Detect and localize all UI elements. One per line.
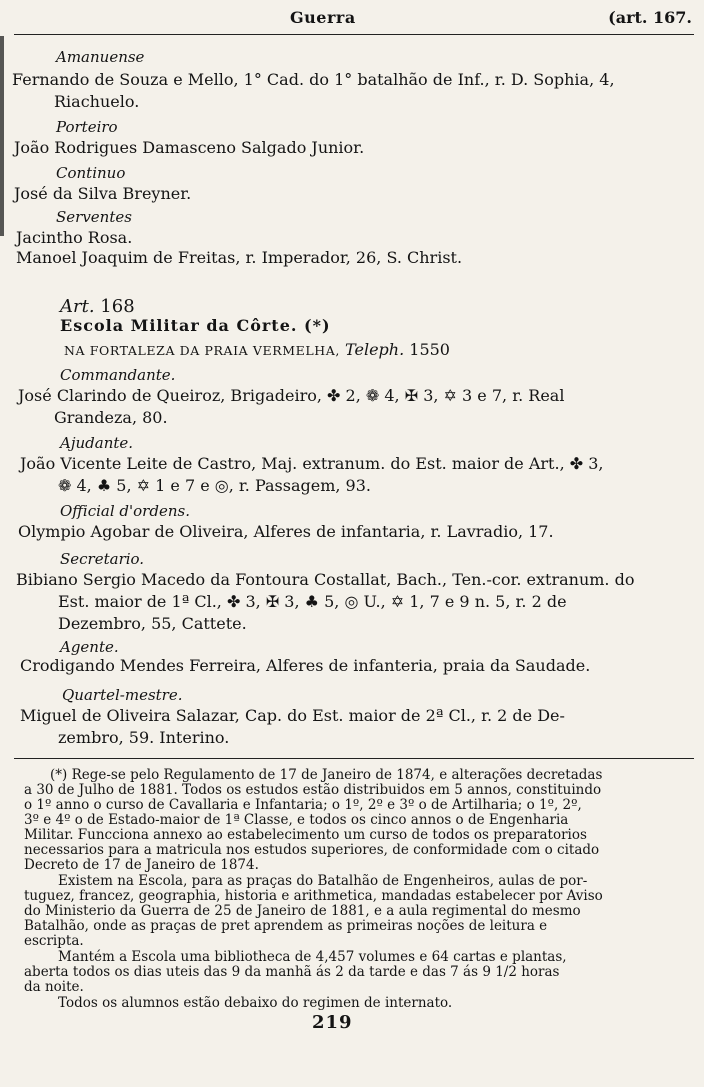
footnote-line: 3º e 4º o de Estado-maior de 1ª Classe, e todos os cinco annos o de Engenharia (24, 812, 569, 828)
school-title: Escola Militar da Côrte. (*) (60, 316, 331, 335)
location-text: NA FORTALEZA DA PRAIA VERMELHA, (64, 343, 340, 358)
secretario-line3: Dezembro, 55, Cattete. (58, 614, 247, 633)
footnote-line: do Ministerio da Guerra de 25 de Janeiro de 1881, e a aula regimental do mesmo (24, 903, 581, 919)
footnote-line: Militar. Funcciona annexo ao estabelecimento um curso de todos os preparatorios (24, 827, 587, 843)
footnote-line: Batalhão, onde as praças de pret aprendem as primeiras noções de leitura e (24, 918, 548, 934)
footnote-line: necessarios para a matricula nos estudos superiores, de conformidade com o citado (24, 842, 600, 858)
amanuense-line2: Riachuelo. (54, 92, 140, 111)
footnote-line: escripta. (24, 933, 84, 949)
footnote-line: tuguez, francez, geographia, historia e arithmetica, mandadas estabelecer por Aviso (24, 888, 603, 904)
role-ajudante: Ajudante. (60, 434, 134, 452)
commandante-line2: Grandeza, 80. (54, 408, 168, 427)
role-agente: Agente. (60, 638, 119, 656)
page-edge-mark (0, 36, 4, 236)
role-official: Official d'ordens. (60, 502, 190, 520)
quartel-line2: zembro, 59. Interino. (58, 728, 230, 747)
footnote-line: da noite. (24, 979, 84, 995)
school-location (64, 340, 450, 359)
servente-1: Jacintho Rosa. (16, 228, 133, 247)
running-header (290, 8, 692, 32)
secretario-line1: Bibiano Sergio Macedo da Fontoura Costallat, Bach., Ten.-cor. extranum. do (16, 570, 635, 589)
role-quartel-mestre: Quartel-mestre. (62, 686, 183, 704)
footnote-line: Todos os alumnos estão debaixo do regimen de internato. (58, 995, 453, 1011)
footnote-line: Decreto de 17 de Janeiro de 1874. (24, 857, 259, 873)
official-name: Olympio Agobar de Oliveira, Alferes de infantaria, r. Lavradio, 17. (18, 522, 554, 541)
footnote-line: Mantém a Escola uma bibliotheca de 4,457 volumes e 64 cartas e plantas, (58, 949, 567, 965)
footnote-line: (*) Rege-se pelo Regulamento de 17 de Janeiro de 1874, e alterações decretadas (50, 767, 603, 783)
quartel-line1: Miguel de Oliveira Salazar, Cap. do Est. maior de 2ª Cl., r. 2 de De- (20, 706, 565, 725)
teleph-label: Teleph. (345, 340, 405, 359)
header-title: Guerra (290, 8, 356, 27)
ajudante-line1: João Vicente Leite de Castro, Maj. extranum. do Est. maior de Art., ✤ 3, (20, 454, 604, 473)
ajudante-line2: ❁ 4, ♣ 5, ✡ 1 e 7 e ◎, r. Passagem, 93. (58, 476, 371, 495)
continuo-name: José da Silva Breyner. (14, 184, 192, 203)
teleph-number: 1550 (409, 340, 450, 359)
role-secretario: Secretario. (60, 550, 145, 568)
role-serventes: Serventes (56, 208, 132, 226)
role-porteiro: Porteiro (56, 118, 118, 136)
header-article: (art. 167. (608, 8, 692, 27)
page-number: 219 (312, 1012, 353, 1033)
header-rule (14, 34, 694, 35)
agente-name: Crodigando Mendes Ferreira, Alferes de infanteria, praia da Saudade. (20, 656, 591, 675)
secretario-line2: Est. maior de 1ª Cl., ✤ 3, ✠ 3, ♣ 5, ◎ U., ✡ 1, 7 e 9 n. 5, r. 2 de (58, 592, 567, 611)
footnote-line: a 30 de Julho de 1881. Todos os estudos estão distribuidos em 5 annos, constituindo (24, 782, 602, 798)
role-commandante: Commandante. (60, 366, 176, 384)
commandante-line1: José Clarindo de Queiroz, Brigadeiro, ✤ 2, ❁ 4, ✠ 3, ✡ 3 e 7, r. Real (18, 386, 565, 405)
footnote-line: Existem na Escola, para as praças do Batalhão de Engenheiros, aulas de por- (58, 873, 588, 889)
footnote-line: o 1º anno o curso de Cavallaria e Infantaria; o 1º, 2º e 3º o de Artilharia; o 1º, 2º, (24, 797, 582, 813)
article-label: Art. (60, 296, 95, 317)
role-amanuense: Amanuense (56, 48, 145, 66)
servente-2: Manoel Joaquim de Freitas, r. Imperador, 26, S. Christ. (16, 248, 463, 267)
article-heading (60, 296, 135, 317)
article-number: 168 (100, 296, 135, 317)
role-continuo: Continuo (56, 164, 126, 182)
porteiro-name: João Rodrigues Damasceno Salgado Junior. (14, 138, 365, 157)
footnote-rule (14, 758, 694, 759)
amanuense-line1: Fernando de Souza e Mello, 1° Cad. do 1° batalhão de Inf., r. D. Sophia, 4, (12, 70, 615, 89)
footnote-line: aberta todos os dias uteis das 9 da manhã ás 2 da tarde e das 7 ás 9 1/2 horas (24, 964, 560, 980)
